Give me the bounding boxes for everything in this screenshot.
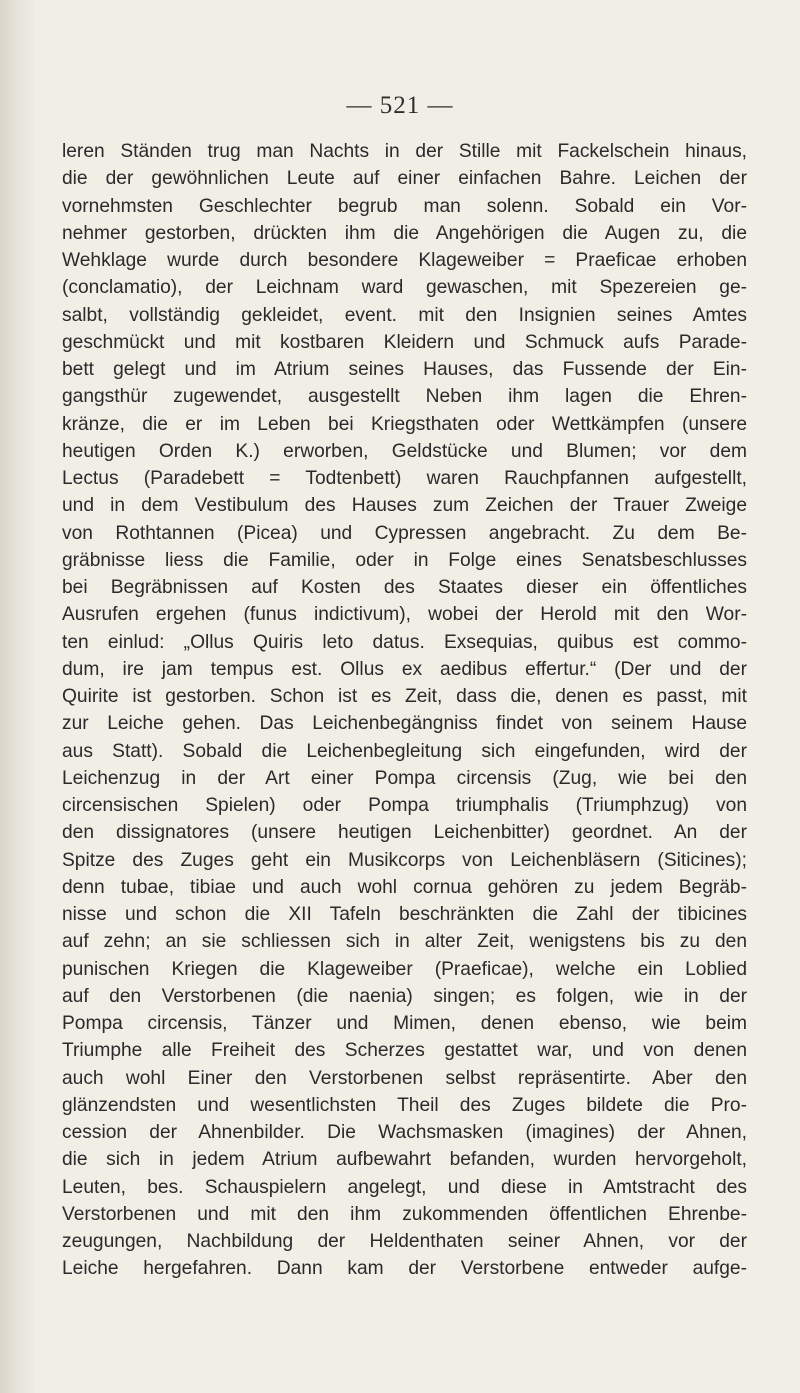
text-line: geschmückt und mit kostbaren Kleidern und Schmuck aufs Parade- bbox=[62, 331, 747, 353]
text-line: Spitze des Zuges geht ein Musikcorps von Leichenbläsern (Siticines); bbox=[62, 849, 747, 871]
text-line: dum, ire jam tempus est. Ollus ex aedibus effertur.“ (Der und der bbox=[62, 658, 747, 680]
text-line: Wehklage wurde durch besondere Klageweiber = Praeficae erhoben bbox=[62, 250, 747, 271]
text-line: vornehmsten Geschlechter begrub man solenn. Sobald ein Vor- bbox=[62, 195, 747, 217]
text-line: Ausrufen ergehen (funus indictivum), wobei der Herold mit den Wor- bbox=[62, 604, 747, 626]
page-number: — 521 — bbox=[346, 92, 454, 119]
text-line: (conclamatio), der Leichnam ward gewaschen, mit Spezereien ge- bbox=[62, 277, 747, 299]
text-line: gangsthür zugewendet, ausgestellt Neben ihm lagen die Ehren- bbox=[62, 386, 747, 408]
text-line: Quirite ist gestorben. Schon ist es Zeit, dass die, denen es passt, mit bbox=[62, 686, 747, 707]
text-line: glänzendsten und wesentlichsten Theil des Zuges bildete die Pro- bbox=[62, 1094, 747, 1116]
text-line: bei Begräbnissen auf Kosten des Staates dieser ein öffentliches bbox=[62, 577, 747, 598]
text-line: Leichenzug in der Art einer Pompa circensis (Zug, wie bei den bbox=[62, 767, 747, 789]
text-line: heutigen Orden K.) erworben, Geldstücke und Blumen; vor dem bbox=[62, 440, 747, 462]
text-line: Lectus (Paradebett = Todtenbett) waren Rauchpfannen aufgestellt, bbox=[62, 468, 747, 489]
text-line: punischen Kriegen die Klageweiber (Praeficae), welche ein Loblied bbox=[62, 958, 747, 980]
text-line: auf zehn; an sie schliessen sich in alter Zeit, wenigstens bis zu den bbox=[62, 931, 747, 953]
text-line: auch wohl Einer den Verstorbenen selbst repräsentirte. Aber den bbox=[62, 1067, 747, 1089]
text-line: aus Statt). Sobald die Leichenbegleitung sich eingefunden, wird der bbox=[62, 740, 747, 762]
text-line: Verstorbenen und mit den ihm zukommenden öffentlichen Ehrenbe- bbox=[62, 1203, 747, 1225]
text-line: die der gewöhnlichen Leute auf einer einfachen Bahre. Leichen der bbox=[62, 168, 747, 190]
text-line: denn tubae, tibiae und auch wohl cornua gehören zu jedem Begräb- bbox=[62, 876, 747, 898]
text-line: auf den Verstorbenen (die naenia) singen; es folgen, wie in der bbox=[62, 985, 747, 1007]
text-line: Leiche hergefahren. Dann kam der Verstorbene entweder aufge- bbox=[62, 1258, 747, 1280]
text-line: bett gelegt und im Atrium seines Hauses, das Fussende der Ein- bbox=[62, 359, 747, 380]
text-line: zur Leiche gehen. Das Leichenbegängniss findet von seinem Hause bbox=[62, 713, 747, 735]
text-line: zeugungen, Nachbildung der Heldenthaten seiner Ahnen, vor der bbox=[62, 1231, 747, 1252]
text-line: Pompa circensis, Tänzer und Mimen, denen ebenso, wie beim bbox=[62, 1013, 747, 1034]
text-line: kränze, die er im Leben bei Kriegsthaten oder Wettkämpfen (unsere bbox=[62, 413, 747, 435]
text-line: cession der Ahnenbilder. Die Wachsmasken (imagines) der Ahnen, bbox=[62, 1122, 747, 1143]
text-line: die sich in jedem Atrium aufbewahrt befanden, wurden hervorgeholt, bbox=[62, 1149, 747, 1171]
body-text bbox=[62, 138, 747, 1283]
text-line: nisse und schon die XII Tafeln beschränkten die Zahl der tibicines bbox=[62, 904, 747, 925]
text-line: nehmer gestorben, drückten ihm die Angehörigen die Augen zu, die bbox=[62, 222, 747, 244]
text-line: von Rothtannen (Picea) und Cypressen angebracht. Zu dem Be- bbox=[62, 522, 747, 544]
text-line: gräbnisse liess die Familie, oder in Folge eines Senatsbeschlusses bbox=[62, 549, 747, 571]
text-line: leren Ständen trug man Nachts in der Stille mit Fackelschein hinaus, bbox=[62, 141, 747, 162]
text-line: ten einlud: „Ollus Quiris leto datus. Exsequias, quibus est commo- bbox=[62, 631, 747, 653]
text-line: den dissignatores (unsere heutigen Leichenbitter) geordnet. An der bbox=[62, 822, 747, 844]
text-line: Leuten, bes. Schauspielern angelegt, und diese in Amtstracht des bbox=[62, 1176, 747, 1198]
text-line: Triumphe alle Freiheit des Scherzes gestattet war, und von denen bbox=[62, 1040, 747, 1062]
text-line: circensischen Spielen) oder Pompa triumphalis (Triumphzug) von bbox=[62, 795, 747, 816]
text-line: und in dem Vestibulum des Hauses zum Zeichen der Trauer Zweige bbox=[62, 495, 747, 517]
text-line: salbt, vollständig gekleidet, event. mit den Insignien seines Amtes bbox=[62, 304, 747, 326]
